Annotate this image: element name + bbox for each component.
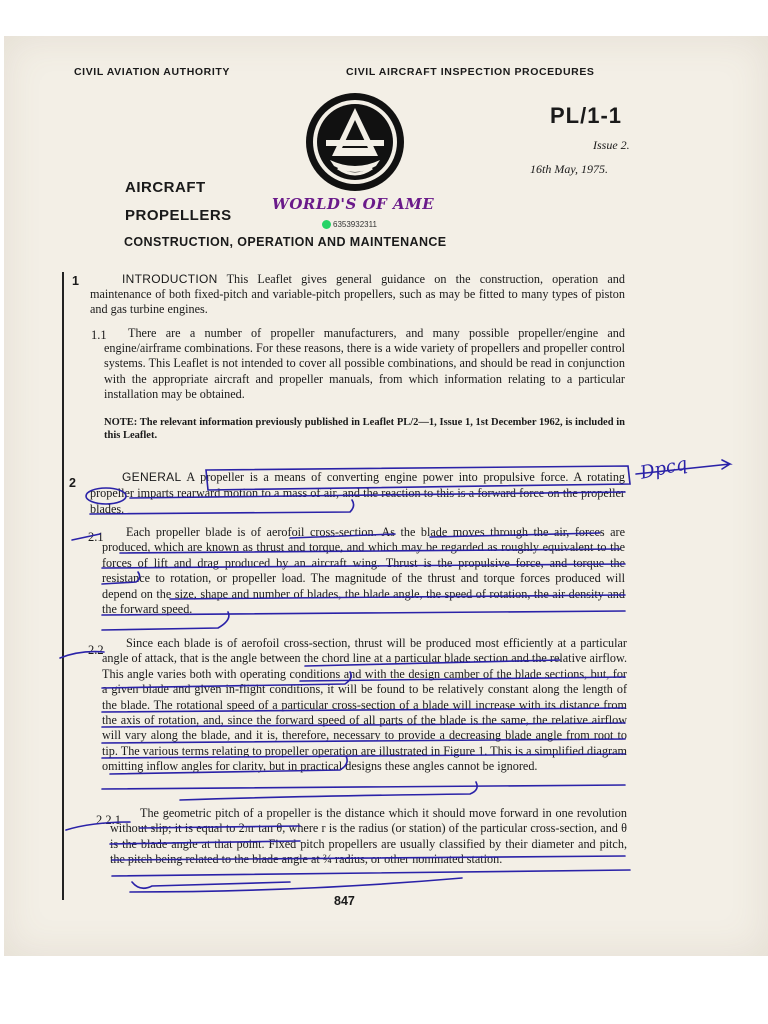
- caa-emblem-logo: [302, 90, 408, 194]
- section-1-paragraph: [90, 272, 625, 318]
- phone-number: 6353932311: [333, 220, 377, 229]
- issue-label: Issue 2.: [593, 138, 630, 152]
- margin-change-bar: [62, 272, 64, 900]
- section-2-number: 2: [69, 476, 76, 490]
- section-1-number: 1: [72, 274, 79, 288]
- section-2-1-number: 2.1: [88, 530, 104, 544]
- section-2-heading: GENERAL: [122, 470, 182, 484]
- section-1-text: This Leaflet gives general guidance on the construction, operation and maintenance of both fixed-pitch and variable-pitch propellers, such as may be fitted to many types of piston and gas turbine engines.: [90, 272, 625, 317]
- section-1-1-text: There are a number of propeller manufacturers, and many possible propeller/engine and engine/airframe combinations. For these reasons, there is a wide variety of propellers and propeller control systems. This Leaflet is not intended to cover all possible combinations, and should be read in conjunction with the appropriate aircraft and propeller manuals, from which information relating to a particular installation may be obtained.: [104, 326, 625, 401]
- section-2-1-text: Each propeller blade is of aerofoil cross-section. As the blade moves through the air, forces are produced, which are known as thrust and torque, and which may be regarded as roughly equivalent to the forces of lift and drag produced by an aircraft wing. Thrust is the propulsive force, and torque the resistance to rotation, or propeller load. The magnitude of the thrust and torque forces produced will depend on the size, shape and number of blades, the blade angle, the speed of rotation, the air density and the forward speed.: [102, 525, 625, 617]
- subtitle: CONSTRUCTION, OPERATION AND MAINTENANCE: [124, 235, 447, 249]
- handwritten-note: Dpcq: [638, 453, 690, 484]
- section-1-heading: INTRODUCTION: [122, 272, 218, 286]
- document-id: PL/1-1: [550, 103, 623, 128]
- watermark-phone: [322, 220, 377, 229]
- watermark-name: WORLD'S OF AME: [272, 195, 435, 213]
- issue-date: 16th May, 1975.: [530, 162, 608, 176]
- section-2-text: A propeller is a means of converting engine power into propulsive force. A rotating propeller imparts rearward motion to a mass of air, and the reaction to this is a forward force on the propeller blades.: [90, 470, 626, 516]
- section-1-1-number: 1.1: [91, 328, 107, 342]
- page-number: 847: [334, 894, 355, 908]
- whatsapp-icon: [322, 220, 331, 229]
- section-2-2-text: Since each blade is of aerofoil cross-section, thrust will be produced most efficiently at a particular angle of attack, that is the angle between the chord line at a particular blade section and the relative airflow. This angle varies both with operating conditions and with the design camber of the blade sections, but, for a given blade and given in-flight conditions, it will be found to be relatively constant along the length of the blade. The rotational speed of a particular cross-section of a blade will increase with its distance from the axis of rotation, and, since the forward speed of all parts of the blade is the same, the relative airflow will vary along the blade, and it is, therefore, necessary to provide a decreasing blade angle from root to tip. The various terms relating to propeller operation are illustrated in Figure 1. This is a simplified diagram omitting inflow angles for clarity, but in practical designs these angles cannot be ignored.: [102, 636, 627, 774]
- note-text: NOTE: The relevant information previously published in Leaflet PL/2—1, Issue 1, 1st December 1962, is included in this Leaflet.: [104, 417, 625, 441]
- section-2-2-number: 2.2: [88, 643, 104, 657]
- header-procedures: CIVIL AIRCRAFT INSPECTION PROCEDURES: [346, 66, 595, 78]
- header-authority: CIVIL AVIATION AUTHORITY: [74, 66, 230, 78]
- section-2-paragraph: [90, 469, 625, 517]
- title-aircraft: AIRCRAFT: [125, 179, 206, 196]
- title-propellers: PROPELLERS: [125, 207, 232, 224]
- section-2-2-1-number: 2.2.1: [96, 813, 121, 827]
- section-2-2-1-text: The geometric pitch of a propeller is the distance which it should move forward in one revolution without slip; it is equal to 2πr tan θ, where r is the radius (or station) of the particular cross-section, and θ is the blade angle at that point. Fixed pitch propellers are usually classified by their diameter and pitch, the pitch being related to the blade angle at ¾ radius, or other nominated station.: [110, 806, 627, 867]
